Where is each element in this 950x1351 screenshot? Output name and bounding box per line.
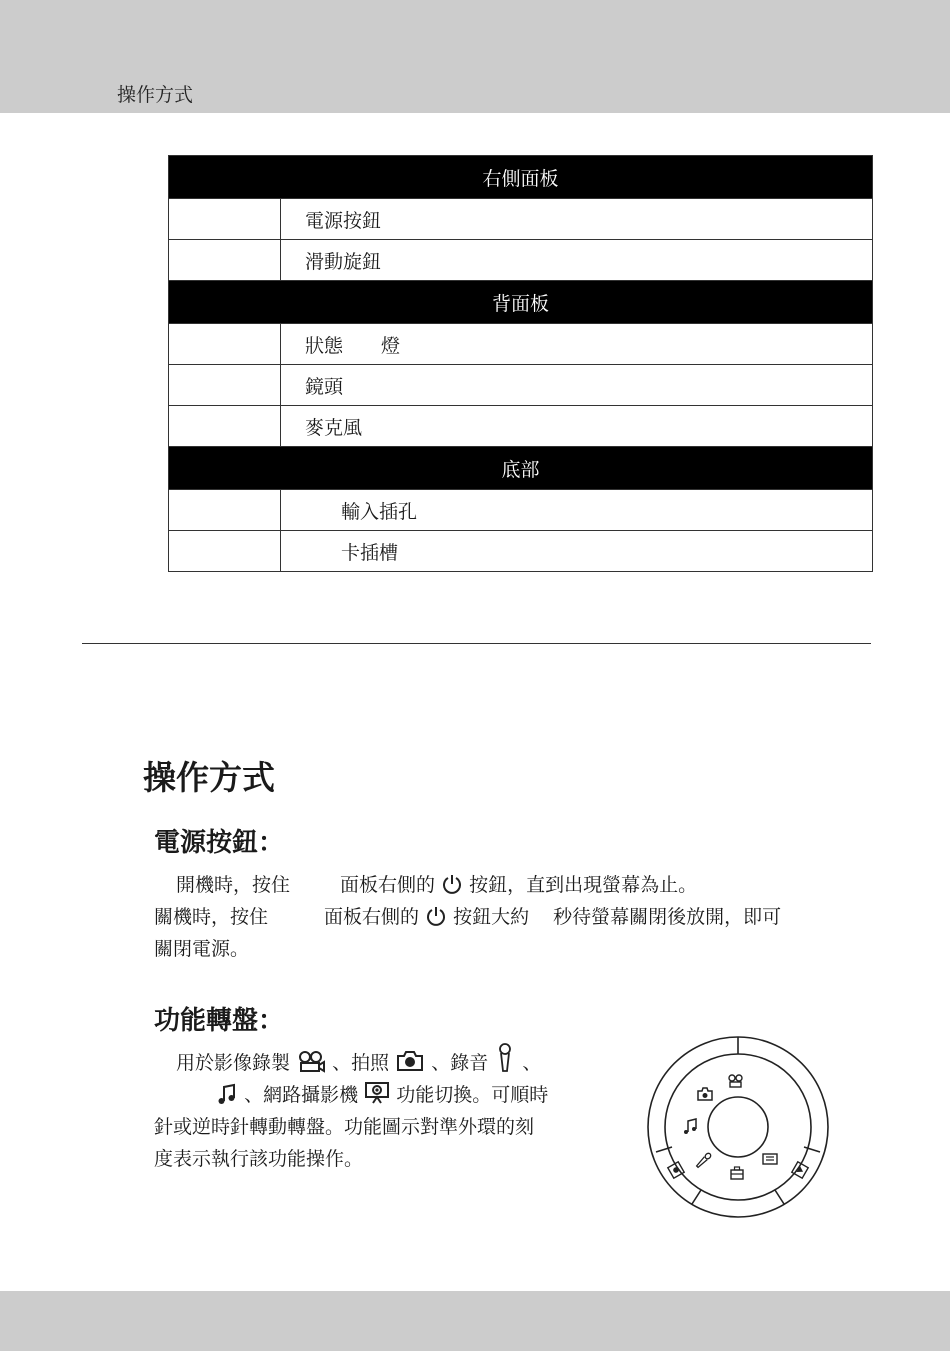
text: 面板右側的 [324,906,420,928]
part-name: 電源按鈕 [281,199,873,240]
text: 秒待螢幕關閉後放開，即可 [553,906,782,928]
dial-music-icon [684,1119,696,1134]
table-row [169,531,873,572]
part-number [169,240,281,281]
text: 開機時，按住 [176,874,291,896]
part-number [169,531,281,572]
dial-line-1 [154,1043,548,1079]
text: 、拍照 [332,1052,390,1074]
dial-video-icon [729,1075,742,1087]
dial-settings-icon [731,1167,743,1179]
dial-webcam-icon [763,1154,777,1164]
part-name: 滑動旋鈕 [281,240,873,281]
part-name: 麥克風 [281,406,873,447]
text: 、 [522,1052,542,1074]
video-camera-icon [296,1049,326,1073]
parts-table [168,155,873,572]
section-title: 背面板 [169,281,873,324]
table-row [169,240,873,281]
text: 功能切換。可順時 [396,1084,549,1106]
power-instructions [154,869,781,965]
section-title: 右側面板 [169,156,873,199]
text: 按鈕，直到出現螢幕為止。 [469,874,698,896]
text: 面板右側的 [340,874,436,896]
text: 、網路攝影機 [244,1084,359,1106]
text: 、錄音 [431,1052,489,1074]
dial-outer-ring [648,1037,828,1217]
table-row [169,406,873,447]
text: 關機時，按住 [154,906,269,928]
power-heading: 電源按鈕： [154,828,285,858]
part-name: 狀態 燈 [281,324,873,365]
part-number [169,365,281,406]
section-title: 底部 [169,447,873,490]
power-line-1 [154,869,781,901]
table-row [169,490,873,531]
dial-line-2 [154,1079,548,1111]
part-number [169,490,281,531]
microphone-icon [494,1043,516,1073]
power-line-3: 關閉電源。 [154,938,250,960]
dial-line-3: 針或逆時針轉動轉盤。功能圖示對準外環的刻 [154,1116,535,1138]
section-divider [82,643,871,644]
section-row-bottom [169,447,873,490]
header-title: 操作方式 [117,84,194,106]
section-row-right-panel [169,156,873,199]
camera-icon [395,1049,425,1073]
part-number [169,324,281,365]
part-name: 輸入插孔 [281,490,873,531]
page-title: 操作方式 [143,758,275,797]
dial-instructions [154,1043,548,1175]
dial-center [708,1097,768,1157]
function-dial-diagram [645,1034,831,1220]
power-icon [425,905,447,927]
part-number [169,199,281,240]
part-name: 鏡頭 [281,365,873,406]
dial-line-4: 度表示執行該功能操作。 [154,1148,364,1170]
webcam-icon [364,1081,390,1105]
dial-tick [775,1190,784,1204]
table-row [169,365,873,406]
dial-microphone-icon [696,1152,712,1168]
power-icon [441,873,463,895]
part-number [169,406,281,447]
text: 按鈕大約 [453,906,530,928]
table-row [169,199,873,240]
music-note-icon [216,1083,238,1105]
text: 用於影像錄製 [176,1052,291,1074]
power-line-2 [154,901,781,933]
table-row [169,324,873,365]
footer-band [0,1291,950,1351]
part-name: 卡插槽 [281,531,873,572]
dial-heading: 功能轉盤： [154,1006,285,1036]
dial-photo-icon [698,1088,712,1100]
dial-tick [692,1190,701,1204]
section-row-back-panel [169,281,873,324]
